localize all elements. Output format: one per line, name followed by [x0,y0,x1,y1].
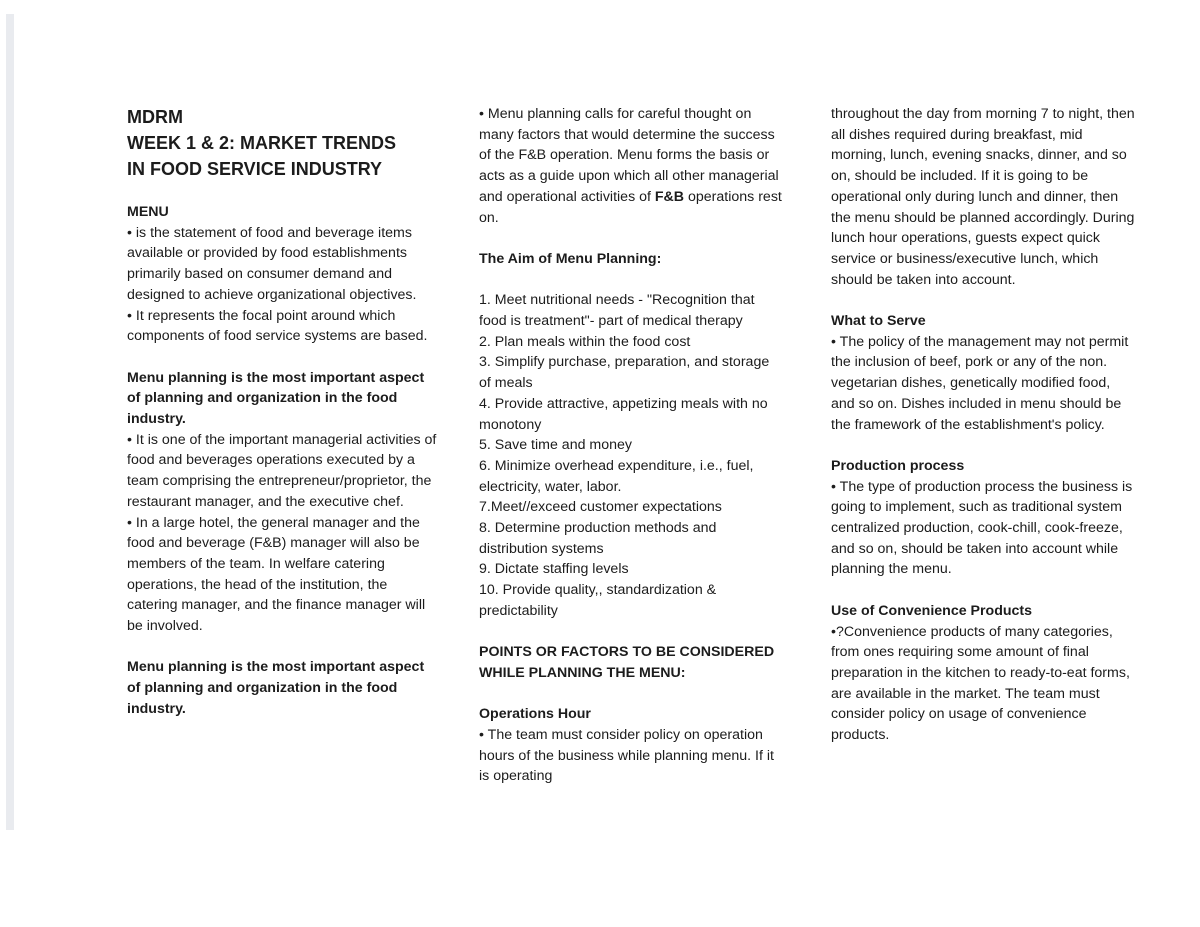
title-line: IN FOOD SERVICE INDUSTRY [127,159,383,179]
intro-text: • Menu planning calls for careful thought on many factors that would determine the success of the F&B operation. Menu forms the basis or acts as a guide upon which all other managerial and operational activities of [479,106,779,205]
menu-heading: MENU [127,204,169,220]
operations-hour-bullet: • The team must consider policy on operation hours of the business while planning menu. If it is operating [479,727,774,785]
what-to-serve-bullet: • The policy of the management may not permit the inclusion of beef, pork or any of the non. vegetarian dishes, genetically modified food, and so on. Dishes included in menu should be the framework of the establishment's policy. [831,333,1129,433]
team-members-bullet: • In a large hotel, the general manager and the food and beverage (F&B) manager will also be members of the team. In welfare catering operations, the head of the institution, the catering manager, and the finance manager will be involved. [127,514,426,635]
aim-heading: The Aim of Menu Planning: [479,250,662,267]
convenience-products-bullet: •?Convenience products of many categories, from ones requiring some amount of final preparation in the kitchen to ready-to-eat forms, are available in the market. The team must consider policy on usage of convenience products. [831,623,1130,744]
aim-item: 1. Meet nutritional needs - "Recognition that food is treatment"- part of medical therapy [479,292,755,329]
intro-text-end: operations rest on. [479,188,782,226]
points-heading: POINTS OR FACTORS TO BE CONSIDERED WHILE PLANNING THE MENU: [479,644,775,681]
operations-hour-continued: throughout the day from morning 7 to night, then all dishes required during breakfast, mid morning, lunch, evening snacks, dinner, and so on, should be included. If it is going to be operational only during lunch and dinner, then the menu should be planned accordingly. During lunch hour operations, guests expect quick service or business/executive lunch, which should be taken into account. [831,106,1135,288]
aim-item: 3. Simplify purchase, preparation, and storage of meals [479,354,770,392]
production-process-heading: Production process [831,457,965,474]
column-3 [831,104,1136,746]
aim-item: 4. Provide attractive, appetizing meals with no monotony [479,395,768,433]
aim-item: 6. Minimize overhead expenditure, i.e., fuel, electricity, water, labor. [479,457,754,495]
aim-item: 10. Provide quality,, standardization & predictability [479,582,717,619]
menu-planning-heading-repeat: Menu planning is the most important aspect of planning and organization in the food industry. [127,659,425,717]
column-1 [127,104,437,720]
convenience-products-heading: Use of Convenience Products [831,602,1033,619]
title-line: MDRM [127,107,183,127]
aim-item: 5. Save time and money [479,437,632,454]
production-process-bullet: • The type of production process the business is going to implement, such as traditional system centralized production, cook-chill, cook-freeze, and so on, should be taken into account while planning the menu. [831,478,1133,578]
intro-bold-text: F&B [654,188,685,205]
what-to-serve-heading: What to Serve [831,313,926,330]
document-title [127,104,437,182]
menu-definition-bullet: • is the statement of food and beverage items available or provided by food establishments primarily based on consumer demand and designed to achieve organizational objectives. [127,224,417,303]
aim-item: 8. Determine production methods and distribution systems [479,520,717,557]
menu-planning-intro-bullet [479,104,784,228]
menu-planning-heading: Menu planning is the most important aspect of planning and organization in the food industry. [127,369,425,428]
title-line: WEEK 1 & 2: MARKET TRENDS [127,133,397,153]
aim-item: 9. Dictate staffing levels [479,561,629,578]
aim-item: 7.Meet//exceed customer expectations [479,499,722,516]
managerial-activity-bullet: • It is one of the important managerial activities of food and beverages operations executed by a team comprising the entrepreneur/proprietor, the restaurant manager, and the executive chef. [127,431,437,510]
operations-hour-heading: Operations Hour [479,706,591,723]
page-edge-strip [6,14,14,830]
aim-item: 2. Plan meals within the food cost [479,333,691,350]
column-2 [479,104,784,787]
menu-focal-point-bullet: • It represents the focal point around which components of food service systems are based. [127,307,428,345]
